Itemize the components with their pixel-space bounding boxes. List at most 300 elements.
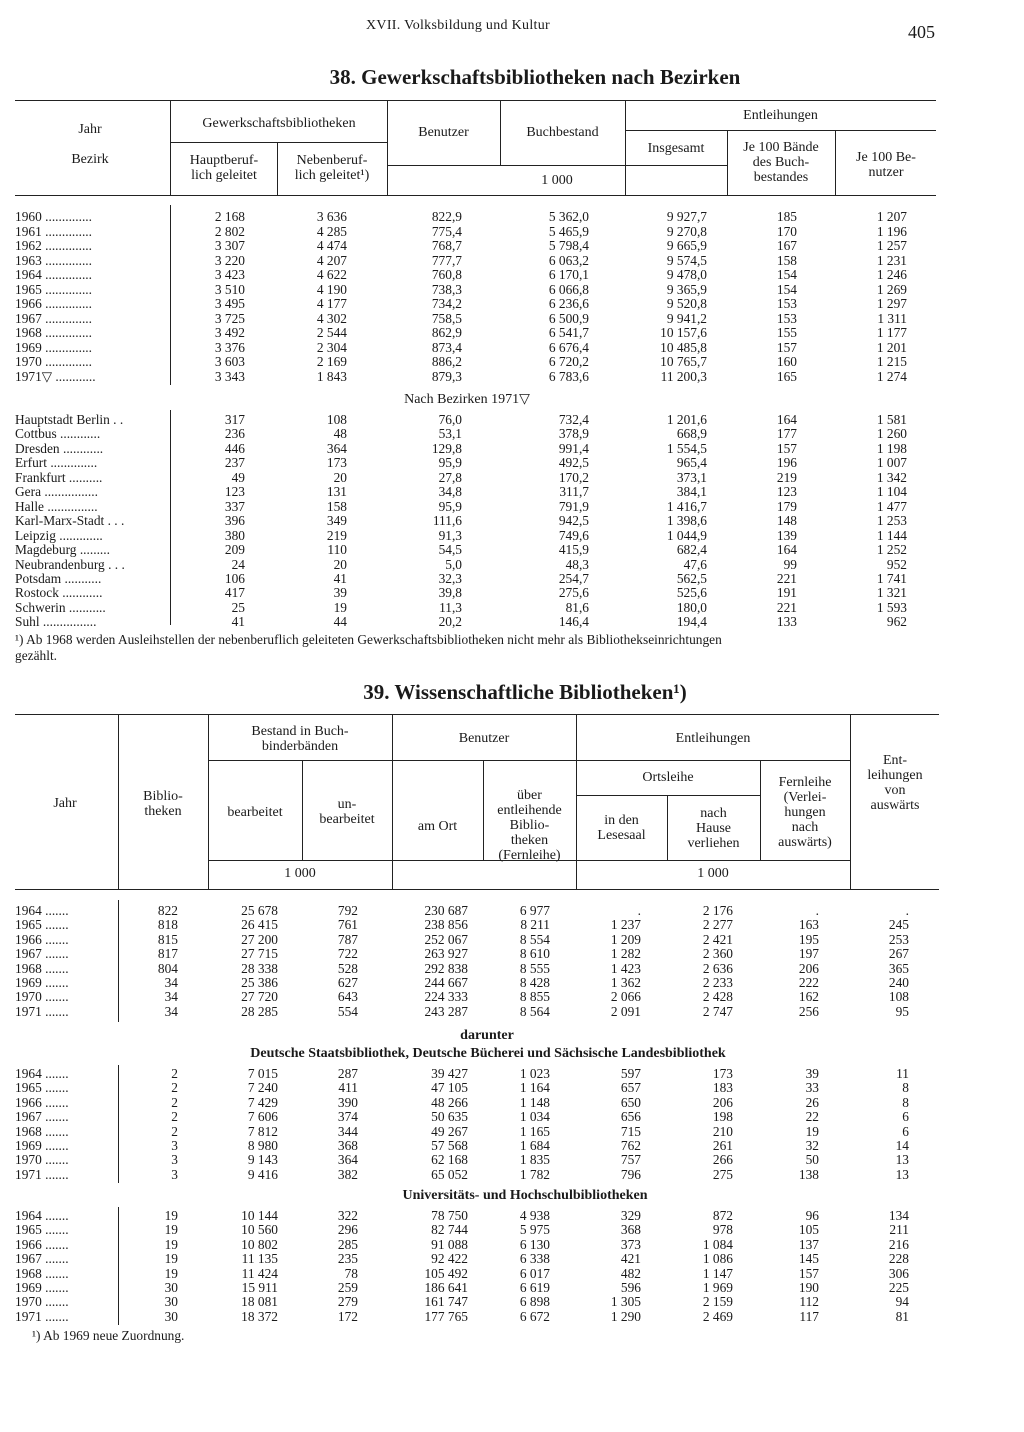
section-darunter: darunter [460, 1028, 514, 1043]
table-cell: 139 [776, 527, 797, 543]
table-cell: 186 641 [424, 1280, 468, 1295]
table-cell: 1 198 [876, 440, 907, 456]
table-cell: 417 [224, 585, 245, 601]
table-cell: 3 725 [214, 310, 245, 326]
table-cell: 78 [344, 1265, 358, 1281]
row-label: Schwerin ........... [15, 600, 106, 615]
table-cell: 792 [337, 903, 358, 918]
row-label: 1965 ....... [15, 918, 69, 933]
table-cell: 165 [776, 368, 797, 384]
table-cell: 1 260 [876, 426, 907, 442]
table-cell: 6 170,1 [548, 267, 589, 282]
table-cell: 47,6 [683, 556, 707, 572]
table-cell: 221 [776, 599, 797, 615]
table-cell: 41 [231, 614, 245, 630]
table-cell: 110 [327, 542, 347, 558]
table-cell: 14 [895, 1138, 909, 1153]
table-cell: 49 [231, 469, 245, 485]
table-cell: 942,5 [558, 513, 589, 529]
table-cell: 78 750 [431, 1208, 468, 1223]
table-cell: 238 856 [424, 917, 468, 933]
table-cell: 243 287 [424, 1003, 468, 1019]
running-head: XVII. Volksbildung und Kultur [366, 18, 550, 33]
table-cell: 749,6 [558, 527, 589, 543]
table-cell: 153 [776, 310, 797, 326]
table-cell: 757 [620, 1152, 641, 1168]
table-cell: 108 [326, 412, 347, 427]
table-cell: 879,3 [431, 368, 462, 384]
table-cell: 44 [333, 614, 347, 630]
table-cell: 1 164 [519, 1080, 550, 1096]
table-cell: 6 720,2 [548, 354, 589, 369]
table-cell: 2 091 [610, 1003, 641, 1019]
table-cell: 81,6 [565, 599, 589, 615]
table-cell: 219 [326, 527, 347, 543]
table-cell: 244 667 [424, 975, 468, 990]
table-cell: 9 520,8 [666, 296, 707, 311]
table-cell: 446 [224, 440, 245, 456]
row-label: 1967 .............. [15, 311, 92, 326]
table-cell: 9 927,7 [666, 209, 707, 224]
table-cell: 1 165 [519, 1123, 550, 1139]
row-label: 1969 .............. [15, 340, 92, 355]
table-cell: 1 207 [876, 209, 907, 224]
table-cell: 157 [776, 339, 797, 355]
table-cell: 886,2 [431, 354, 462, 369]
table-cell: 4 190 [316, 281, 347, 297]
table-cell: 154 [776, 267, 797, 282]
table-cell: 235 [337, 1251, 358, 1267]
table-cell: 337 [224, 498, 245, 514]
table-cell: 411 [338, 1080, 358, 1096]
table-cell: 26 [805, 1094, 819, 1110]
table-cell: 5,0 [445, 556, 462, 572]
row-label: 1966 ....... [15, 1095, 69, 1110]
table-cell: 94 [895, 1294, 909, 1310]
row-label: 1962 .............. [15, 239, 92, 253]
table-cell: 296 [337, 1222, 358, 1238]
table-cell: 2 233 [702, 975, 733, 990]
table-cell: 30 [164, 1308, 178, 1324]
table-cell: 1 257 [876, 238, 907, 253]
table-cell: 153 [776, 296, 797, 311]
table-cell: 2 [171, 1094, 178, 1110]
table-cell: 25 678 [241, 903, 278, 918]
table-cell: 2 428 [702, 989, 733, 1005]
table-cell: 818 [157, 917, 178, 933]
table-cell: 19 [164, 1208, 178, 1223]
table-cell: 11 135 [241, 1251, 278, 1267]
table-cell: 9 416 [247, 1166, 278, 1182]
table-cell: 1 007 [876, 455, 907, 471]
row-label: 1966 .............. [15, 297, 92, 311]
table-cell: 368 [620, 1222, 641, 1238]
table-cell: 1 201 [876, 339, 907, 355]
table-cell: 373,1 [676, 469, 707, 485]
table-cell: 11 200,3 [660, 368, 707, 384]
table-cell: 761 [337, 917, 358, 933]
table-cell: 197 [798, 946, 819, 962]
table-cell: 275 [712, 1166, 733, 1182]
table-cell: 2 168 [214, 209, 245, 224]
table-cell: 2 636 [702, 960, 733, 976]
table-cell: 111,6 [432, 513, 462, 529]
row-label: Dresden ............ [15, 441, 104, 456]
row-label: 1960 .............. [15, 210, 92, 224]
table-cell: 804 [157, 960, 178, 976]
table-cell: 311,7 [559, 484, 589, 500]
table-cell: 18 081 [241, 1294, 278, 1310]
table-cell: 1 477 [876, 498, 907, 514]
row-label: 1964 ....... [15, 1067, 69, 1081]
header-unbearbeitet: un- bearbeitet [319, 797, 375, 827]
table-cell: 112 [799, 1294, 819, 1310]
row-label: 1963 .............. [15, 253, 92, 268]
table-cell: 1 209 [610, 931, 641, 947]
table-cell: 1 581 [876, 412, 907, 427]
header-jahr-39: Jahr [53, 796, 77, 811]
table-cell: 3 [171, 1166, 178, 1182]
table-cell: 1 835 [519, 1152, 550, 1168]
table-cell: 734,2 [431, 296, 462, 311]
table-cell: 117 [799, 1308, 819, 1324]
table-cell: 15 911 [241, 1280, 278, 1295]
row-label: 1970 ....... [15, 990, 69, 1005]
table-cell: 6 672 [519, 1308, 550, 1324]
table-cell: 1 023 [519, 1066, 550, 1081]
table-cell: 18 372 [241, 1308, 278, 1324]
table-cell: 19 [164, 1265, 178, 1281]
table-cell: 137 [798, 1236, 819, 1252]
header-buchbestand: Buchbestand [526, 125, 599, 140]
table-cell: 164 [776, 542, 797, 558]
table-cell: 374 [337, 1109, 358, 1125]
table-cell: 6 541,7 [548, 325, 589, 340]
table-cell: 1 362 [610, 975, 641, 990]
table-cell: 2 169 [316, 354, 347, 369]
table-cell: 6 676,4 [548, 339, 589, 355]
table-cell: 160 [776, 354, 797, 369]
table-cell: 27 720 [241, 989, 278, 1005]
table-cell: 815 [157, 931, 178, 947]
table-cell: 2 544 [316, 325, 347, 340]
table-cell: 1 201,6 [666, 412, 707, 427]
table-cell: 34 [164, 989, 178, 1005]
table-cell: 396 [224, 513, 245, 529]
table-cell: 131 [326, 484, 347, 500]
table-cell: 261 [712, 1138, 733, 1153]
header-von-auswaerts: Ent- leihungen von auswärts [867, 753, 923, 813]
table-cell: 364 [326, 440, 347, 456]
table-cell: 597 [620, 1066, 641, 1081]
table-cell: 991,4 [558, 440, 589, 456]
table-cell: 173 [712, 1066, 733, 1081]
table-cell: 3 636 [316, 209, 347, 224]
table-cell: 39 427 [431, 1066, 468, 1081]
table-cell: 978 [712, 1222, 733, 1238]
table-cell: 158 [326, 498, 347, 514]
table-cell: 5 465,9 [548, 223, 589, 239]
table-cell: 177 765 [424, 1308, 468, 1324]
row-label: 1966 ....... [15, 1237, 69, 1252]
table-cell: 49 267 [431, 1123, 468, 1139]
table-cell: 19 [164, 1222, 178, 1238]
table-cell: 7 015 [247, 1066, 278, 1081]
row-label: 1961 .............. [15, 224, 92, 239]
table-cell: 34 [164, 1003, 178, 1019]
table-cell: 39 [805, 1066, 819, 1081]
table-cell: 33 [805, 1080, 819, 1096]
table-cell: . [637, 903, 641, 918]
table-cell: 1 215 [876, 354, 907, 369]
table-cell: 48 [333, 426, 347, 442]
table-cell: 95 [895, 1003, 909, 1019]
table-cell: 3 495 [214, 296, 245, 311]
table-cell: 105 [798, 1222, 819, 1238]
table-cell: 1 593 [876, 599, 907, 615]
table-cell: 2 802 [214, 223, 245, 239]
table-cell: 11 [896, 1066, 909, 1081]
table-cell: 99 [783, 556, 797, 572]
header-unit: 1 000 [541, 173, 573, 188]
table-cell: 48 266 [431, 1094, 468, 1110]
table-cell: 2 360 [702, 946, 733, 962]
table-cell: 8 428 [519, 975, 550, 990]
table-cell: 554 [337, 1003, 358, 1019]
header-entleihungen-39: Entleihungen [675, 731, 751, 746]
row-label: 1967 ....... [15, 1110, 69, 1125]
table-cell: 10 157,6 [660, 325, 707, 340]
table-cell: 228 [888, 1251, 909, 1267]
table-cell: 177 [776, 426, 797, 442]
row-label: 1969 ....... [15, 1139, 69, 1153]
table-cell: 91,3 [438, 527, 462, 543]
table-cell: 95,9 [438, 455, 462, 471]
section-staatsbibliothek: Deutsche Staatsbibliothek, Deutsche Bücherei und Sächsische Landesbibliothek [250, 1046, 726, 1061]
table-cell: 3 [171, 1138, 178, 1153]
table-cell: 6 [902, 1123, 909, 1139]
table-cell: 48,3 [565, 556, 589, 572]
header-nebenberuflich: Nebenberuf- lich geleitet¹) [294, 153, 370, 183]
table-cell: 368 [337, 1138, 358, 1153]
table-cell: 155 [776, 325, 797, 340]
table-cell: 3 343 [214, 368, 245, 384]
table-cell: 962 [886, 614, 907, 630]
table-cell: 6 017 [519, 1265, 550, 1281]
header-ortsleihe: Ortsleihe [642, 770, 694, 785]
table-cell: 3 492 [214, 325, 245, 340]
header-benutzer-39: Benutzer [458, 731, 510, 746]
table-cell: 9 941,2 [666, 310, 707, 326]
table-cell: 6 783,6 [548, 368, 589, 384]
table-cell: 643 [337, 989, 358, 1005]
table-cell: 2 [171, 1080, 178, 1096]
table-cell: 4 622 [316, 267, 347, 282]
table-cell: 2 277 [702, 917, 733, 933]
table-cell: 198 [712, 1109, 733, 1125]
table-cell: 11,3 [439, 599, 462, 615]
table-cell: 1 252 [876, 542, 907, 558]
table-cell: 179 [776, 498, 797, 514]
row-label: 1965 ....... [15, 1223, 69, 1238]
table-cell: 862,9 [431, 325, 462, 340]
table-38-title: 38. Gewerkschaftsbibliotheken nach Bezirken [329, 65, 741, 89]
table-cell: 7 606 [247, 1109, 278, 1125]
table-cell: 13 [895, 1166, 909, 1182]
table-cell: 9 574,5 [666, 252, 707, 268]
header-am-ort: am Ort [417, 819, 458, 834]
table-cell: 30 [164, 1294, 178, 1310]
table-cell: 91 088 [431, 1236, 468, 1252]
table-cell: 106 [224, 570, 245, 586]
table-cell: 562,5 [676, 570, 707, 586]
row-label: 1968 ....... [15, 1266, 69, 1281]
table-cell: 157 [776, 440, 797, 456]
table-cell: 668,9 [676, 426, 707, 442]
table-cell: 216 [888, 1236, 909, 1252]
header-jahr: Jahr [78, 122, 102, 137]
row-label: Potsdam ........... [15, 571, 102, 586]
row-label: 1964 ....... [15, 1209, 69, 1223]
table-cell: 817 [157, 946, 178, 962]
table-cell: 3 307 [214, 238, 245, 253]
table-cell: 173 [326, 455, 347, 471]
table-cell: 76,0 [438, 412, 462, 427]
table-cell: 1 177 [876, 325, 907, 340]
table-cell: 2 469 [702, 1308, 733, 1324]
row-label: 1968 ....... [15, 961, 69, 976]
table-cell: 791,9 [558, 498, 589, 514]
table-cell: 4 285 [316, 223, 347, 239]
table-cell: 349 [326, 513, 347, 529]
table-cell: 25 386 [241, 975, 278, 990]
row-label: 1965 ....... [15, 1081, 69, 1096]
table-cell: 1 342 [876, 469, 907, 485]
table-cell: 145 [798, 1251, 819, 1267]
table-cell: 1 147 [702, 1265, 733, 1281]
table-cell: 254,7 [558, 570, 589, 586]
table-cell: 1 246 [876, 267, 907, 282]
table-cell: 34 [164, 975, 178, 990]
table-cell: 1 398,6 [666, 513, 707, 529]
table-cell: 210 [712, 1123, 733, 1139]
table-cell: 2 304 [316, 339, 347, 355]
table-cell: 8 [902, 1080, 909, 1096]
table-cell: 1 196 [876, 223, 907, 239]
table-cell: 236 [224, 426, 245, 442]
table-39-footnote: ¹) Ab 1969 neue Zuordnung. [32, 1328, 185, 1343]
row-label: Rostock ............ [15, 586, 103, 601]
table-cell: 108 [888, 989, 909, 1005]
table-cell: 6 500,9 [548, 310, 589, 326]
table-cell: 344 [337, 1123, 358, 1139]
table-cell: 19 [164, 1236, 178, 1252]
table-cell: 378,9 [558, 426, 589, 442]
header-bibliotheken: Biblio- theken [143, 789, 183, 819]
table-cell: 1 741 [876, 570, 907, 586]
table-cell: 9 143 [247, 1152, 278, 1168]
table-cell: 10 765,7 [660, 354, 707, 369]
table-cell: 2 747 [702, 1003, 733, 1019]
table-cell: 9 365,9 [666, 281, 707, 297]
header-bearbeitet: bearbeitet [227, 805, 283, 820]
table-cell: 382 [337, 1166, 358, 1182]
table-cell: 41 [333, 570, 347, 586]
table-cell: 54,5 [438, 542, 462, 558]
table-cell: 528 [337, 960, 358, 976]
table-cell: 3 510 [214, 281, 245, 297]
table-cell: 1 104 [876, 484, 907, 500]
table-cell: 2 [171, 1109, 178, 1125]
table-cell: 267 [888, 946, 909, 962]
header-je-100-baende: Je 100 Bände des Buch- bestandes [743, 140, 819, 185]
table-cell: 82 744 [431, 1222, 468, 1238]
table-cell: 4 938 [519, 1208, 550, 1223]
table-cell: 95,9 [438, 498, 462, 514]
table-cell: 482 [620, 1265, 641, 1281]
row-label: 1965 .............. [15, 282, 92, 297]
table-cell: 732,4 [558, 412, 589, 427]
table-cell: 57 568 [431, 1138, 468, 1153]
row-label: Magdeburg ......... [15, 543, 110, 558]
row-label: 1971 ....... [15, 1309, 69, 1324]
table-cell: 373 [620, 1236, 641, 1252]
table-cell: 47 105 [431, 1080, 468, 1096]
table-cell: 170 [776, 223, 797, 239]
header-gewerkschaftsbibliotheken: Gewerkschaftsbibliotheken [202, 116, 356, 131]
header-ueber-entleihende: über entleihende Biblio- theken (Fernleihe) [497, 788, 562, 863]
row-label: 1967 ....... [15, 947, 69, 962]
header-benutzer: Benutzer [418, 125, 469, 140]
table-cell: 722 [337, 946, 358, 962]
header-je-100-benutzer: Je 100 Be- nutzer [856, 150, 916, 180]
table-cell: 134 [888, 1208, 909, 1223]
row-label: Suhl ................ [15, 615, 97, 630]
table-cell: 162 [798, 989, 819, 1005]
table-cell: 822,9 [431, 209, 462, 224]
header-insgesamt: Insgesamt [647, 141, 705, 156]
table-cell: 92 422 [431, 1251, 468, 1267]
table-cell: 50 [805, 1152, 819, 1168]
table-cell: 306 [888, 1265, 909, 1281]
table-cell: 787 [337, 931, 358, 947]
table-cell: 8 980 [247, 1138, 278, 1153]
table-cell: 219 [776, 469, 797, 485]
table-cell: 211 [889, 1222, 909, 1238]
table-cell: 762 [620, 1138, 641, 1153]
row-label: Gera ................ [15, 485, 98, 500]
table-cell: 822 [157, 903, 178, 918]
table-cell: 3 423 [214, 267, 245, 282]
row-label: 1970 .............. [15, 355, 92, 369]
table-cell: 6 977 [519, 903, 550, 918]
table-cell: 1 782 [519, 1166, 550, 1182]
row-label: 1969 ....... [15, 976, 69, 990]
row-label: Karl-Marx-Stadt . . . [15, 514, 125, 529]
table-cell: 50 635 [431, 1109, 468, 1125]
row-label: 1971▽ ............ [15, 369, 96, 384]
table-cell: 952 [886, 556, 907, 572]
table-cell: 62 168 [431, 1152, 468, 1168]
table-cell: 154 [776, 281, 797, 297]
table-cell: 11 424 [241, 1265, 278, 1281]
table-cell: 6 236,6 [548, 296, 589, 311]
table-cell: 96 [805, 1208, 819, 1223]
table-cell: 758,5 [431, 310, 462, 326]
table-cell: 775,4 [431, 223, 462, 239]
table-cell: 148 [776, 513, 797, 529]
table-cell: . [905, 903, 909, 918]
